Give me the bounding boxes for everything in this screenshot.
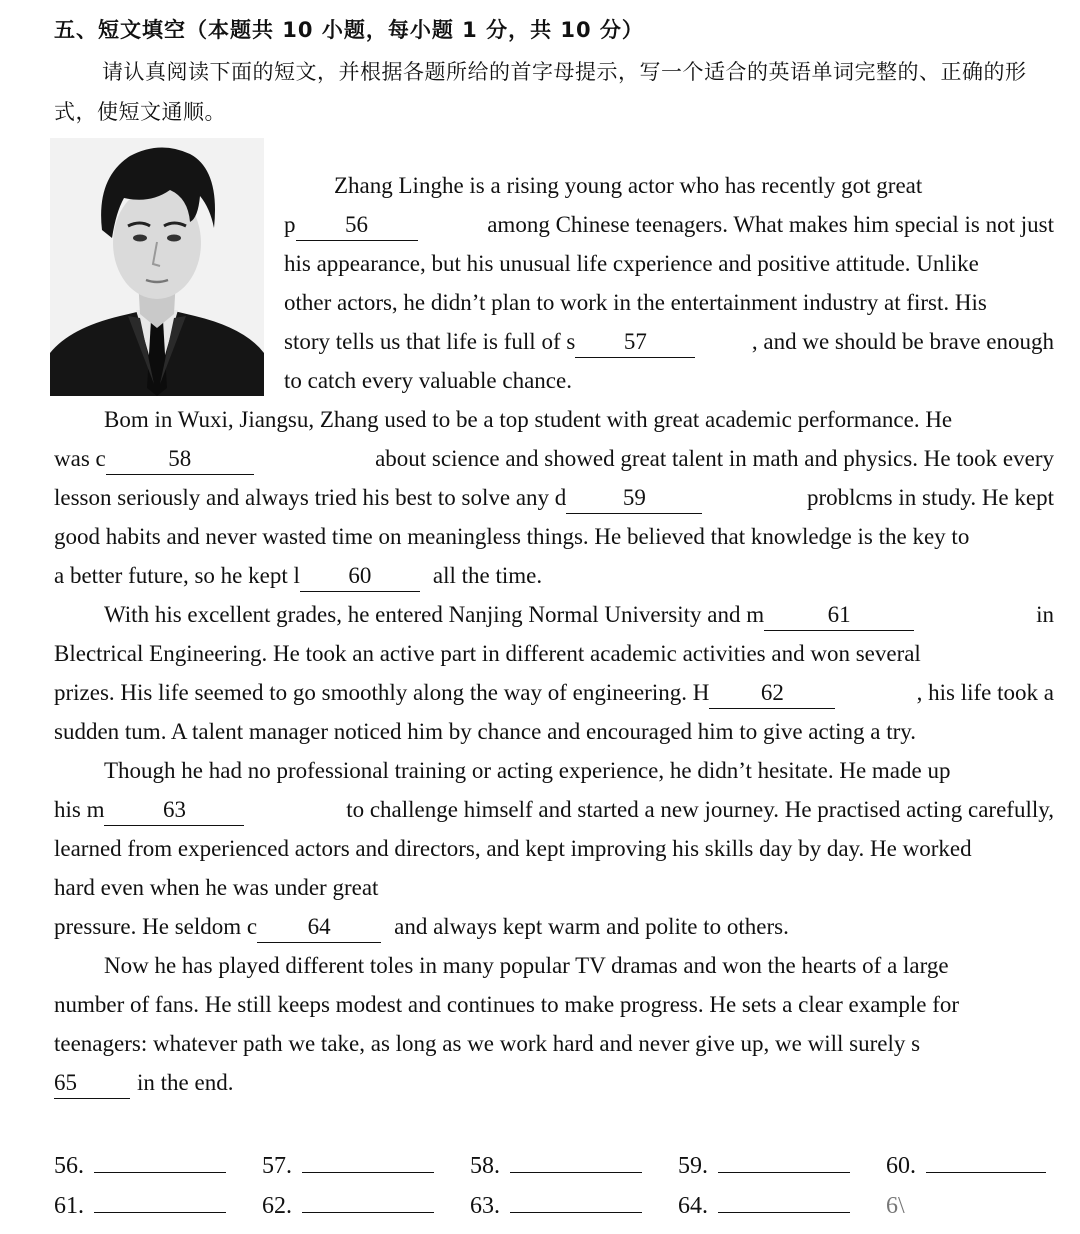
passage-line (54, 712, 1054, 751)
passage-line (284, 244, 1054, 283)
blank-56[interactable]: 56 (296, 210, 418, 241)
blank-59[interactable]: 59 (566, 483, 702, 514)
answer-number: 56. (54, 1153, 84, 1179)
answer-slot[interactable] (886, 1153, 1046, 1180)
answer-line[interactable] (302, 1211, 434, 1213)
passage-text: other actors, he didn’t plan to work in the entertainment industry at first. His (284, 290, 987, 315)
passage-text: good habits and never wasted time on meaningless things. He believed that knowledge is the key to (54, 524, 970, 549)
passage-text: sudden tum. A talent manager noticed him by chance and encouraged him to give acting a try. (54, 719, 917, 744)
answer-slot[interactable] (470, 1153, 678, 1180)
passage-text: Though he had no professional training or acting experience, he didn’t hesitate. He made up (104, 758, 951, 783)
answer-line[interactable] (718, 1171, 850, 1173)
answer-number: 64. (678, 1193, 708, 1219)
passage-text: all the time. (432, 563, 543, 588)
passage-line (54, 439, 1054, 478)
passage-line (54, 634, 1054, 673)
passage-line (54, 868, 1054, 907)
blank-63[interactable]: 63 (104, 795, 244, 826)
passage-text: his appearance, but his unusual life cxperience and positive attitude. Unlike (284, 251, 979, 276)
answer-line[interactable] (510, 1211, 642, 1213)
passage-text: number of fans. He still keeps modest and continues to make progress. He sets a clear example for (54, 992, 960, 1017)
passage-text: learned from experienced actors and directors, and kept improving his skills day by day. He worked (54, 836, 972, 861)
passage-text: to catch every valuable chance. (284, 368, 572, 393)
blank-62[interactable]: 62 (709, 678, 835, 709)
passage-line (284, 283, 1054, 322)
answer-line[interactable] (94, 1171, 226, 1173)
instructions: 请认真阅读下面的短文，并根据各题所给的首字母提示，写一个适合的英语单词完整的、正确的形式，使短文通顺。 (54, 60, 1027, 124)
answer-number: 62. (262, 1193, 292, 1219)
answer-number: 57. (262, 1153, 292, 1179)
passage-text: and always kept warm and polite to others. (394, 914, 789, 939)
answer-slot[interactable] (470, 1193, 678, 1220)
passage-text: Bom in Wuxi, Jiangsu, Zhang used to be a top student with great academic performance. He (104, 407, 953, 432)
blank-64[interactable]: 64 (257, 912, 381, 943)
passage-text: With his excellent grades, he entered Nanjing Normal University and m (104, 602, 765, 627)
passage-line (54, 790, 1054, 829)
passage-text: p (284, 212, 296, 237)
passage-text: his m (54, 797, 105, 822)
passage-text: Blectrical Engineering. He took an active part in different academic activities and won several (54, 641, 921, 666)
passage-line (284, 205, 1054, 244)
blank-58[interactable]: 58 (106, 444, 254, 475)
actor-photo (50, 138, 264, 396)
answer-line[interactable] (926, 1171, 1046, 1173)
passage-line (54, 1063, 1054, 1102)
passage-text: in the end. (137, 1070, 234, 1095)
passage-line (54, 517, 1054, 556)
answer-number: 60. (886, 1153, 916, 1179)
passage-text: in (1036, 602, 1054, 627)
passage-line (54, 400, 1054, 439)
blank-61[interactable]: 61 (764, 600, 914, 631)
passage-line (54, 673, 1054, 712)
answer-number: 61. (54, 1193, 84, 1219)
passage-line (284, 166, 1080, 205)
answer-number: 63. (470, 1193, 500, 1219)
passage-line (54, 946, 1054, 985)
answer-row-2 (54, 1180, 1054, 1220)
passage-line (54, 751, 1054, 790)
answer-slot[interactable] (262, 1153, 470, 1180)
answer-number: 59. (678, 1153, 708, 1179)
passage-line (54, 478, 1054, 517)
answer-slot[interactable] (262, 1193, 470, 1220)
passage-text: among Chinese teenagers. What makes him special is not just (487, 212, 1054, 237)
answer-slot[interactable] (54, 1193, 262, 1220)
passage-text: , his life took a (916, 680, 1054, 705)
passage-text: problcms in study. He kept (806, 485, 1054, 510)
passage-line (54, 595, 1054, 634)
passage-text: Now he has played different toles in many popular TV dramas and won the hearts of a large (104, 953, 949, 978)
answer-line[interactable] (302, 1171, 434, 1173)
passage-text: story tells us that life is full of s (284, 329, 576, 354)
passage-text: a better future, so he kept l (54, 563, 300, 588)
answer-slot[interactable] (886, 1193, 1046, 1220)
answer-slot[interactable] (54, 1153, 262, 1180)
passage-text: Zhang Linghe is a rising young actor who has recently got great (334, 173, 923, 198)
answer-line[interactable] (510, 1171, 642, 1173)
passage-line (54, 907, 1054, 946)
blank-65[interactable]: 65 (54, 1068, 130, 1099)
answer-number: 58. (470, 1153, 500, 1179)
passage-line (284, 322, 1054, 361)
passage-text: lesson seriously and always tried his best to solve any d (54, 485, 567, 510)
blank-60[interactable]: 60 (300, 561, 420, 592)
passage-line (54, 985, 1054, 1024)
passage-line (54, 829, 1054, 868)
passage-text: was c (54, 446, 106, 471)
answer-slot[interactable] (678, 1193, 886, 1220)
section-title: 五、短文填空（本题共 10 小题，每小题 1 分，共 10 分） (54, 18, 644, 42)
passage-line (54, 556, 1054, 595)
passage-text: prizes. His life seemed to go smoothly along the way of engineering. H (54, 680, 710, 705)
passage-line (54, 1024, 1054, 1063)
passage-text: hard even when he was under great (54, 875, 379, 900)
passage-text: about science and showed great talent in math and physics. He took every (375, 446, 1054, 471)
passage-text: to challenge himself and started a new journey. He practised acting carefully, (346, 797, 1054, 822)
answer-line[interactable] (94, 1211, 226, 1213)
passage-text: , and we should be brave enough (751, 329, 1054, 354)
answer-row-1 (54, 1140, 1054, 1180)
passage-text: pressure. He seldom c (54, 914, 258, 939)
answer-line[interactable] (718, 1211, 850, 1213)
answer-slot[interactable] (678, 1153, 886, 1180)
answer-number: 6\ (886, 1193, 905, 1219)
passage-text: teenagers: whatever path we take, as long as we work hard and never give up, we will surely s (54, 1031, 921, 1056)
blank-57[interactable]: 57 (575, 327, 695, 358)
passage-line (284, 361, 1054, 400)
